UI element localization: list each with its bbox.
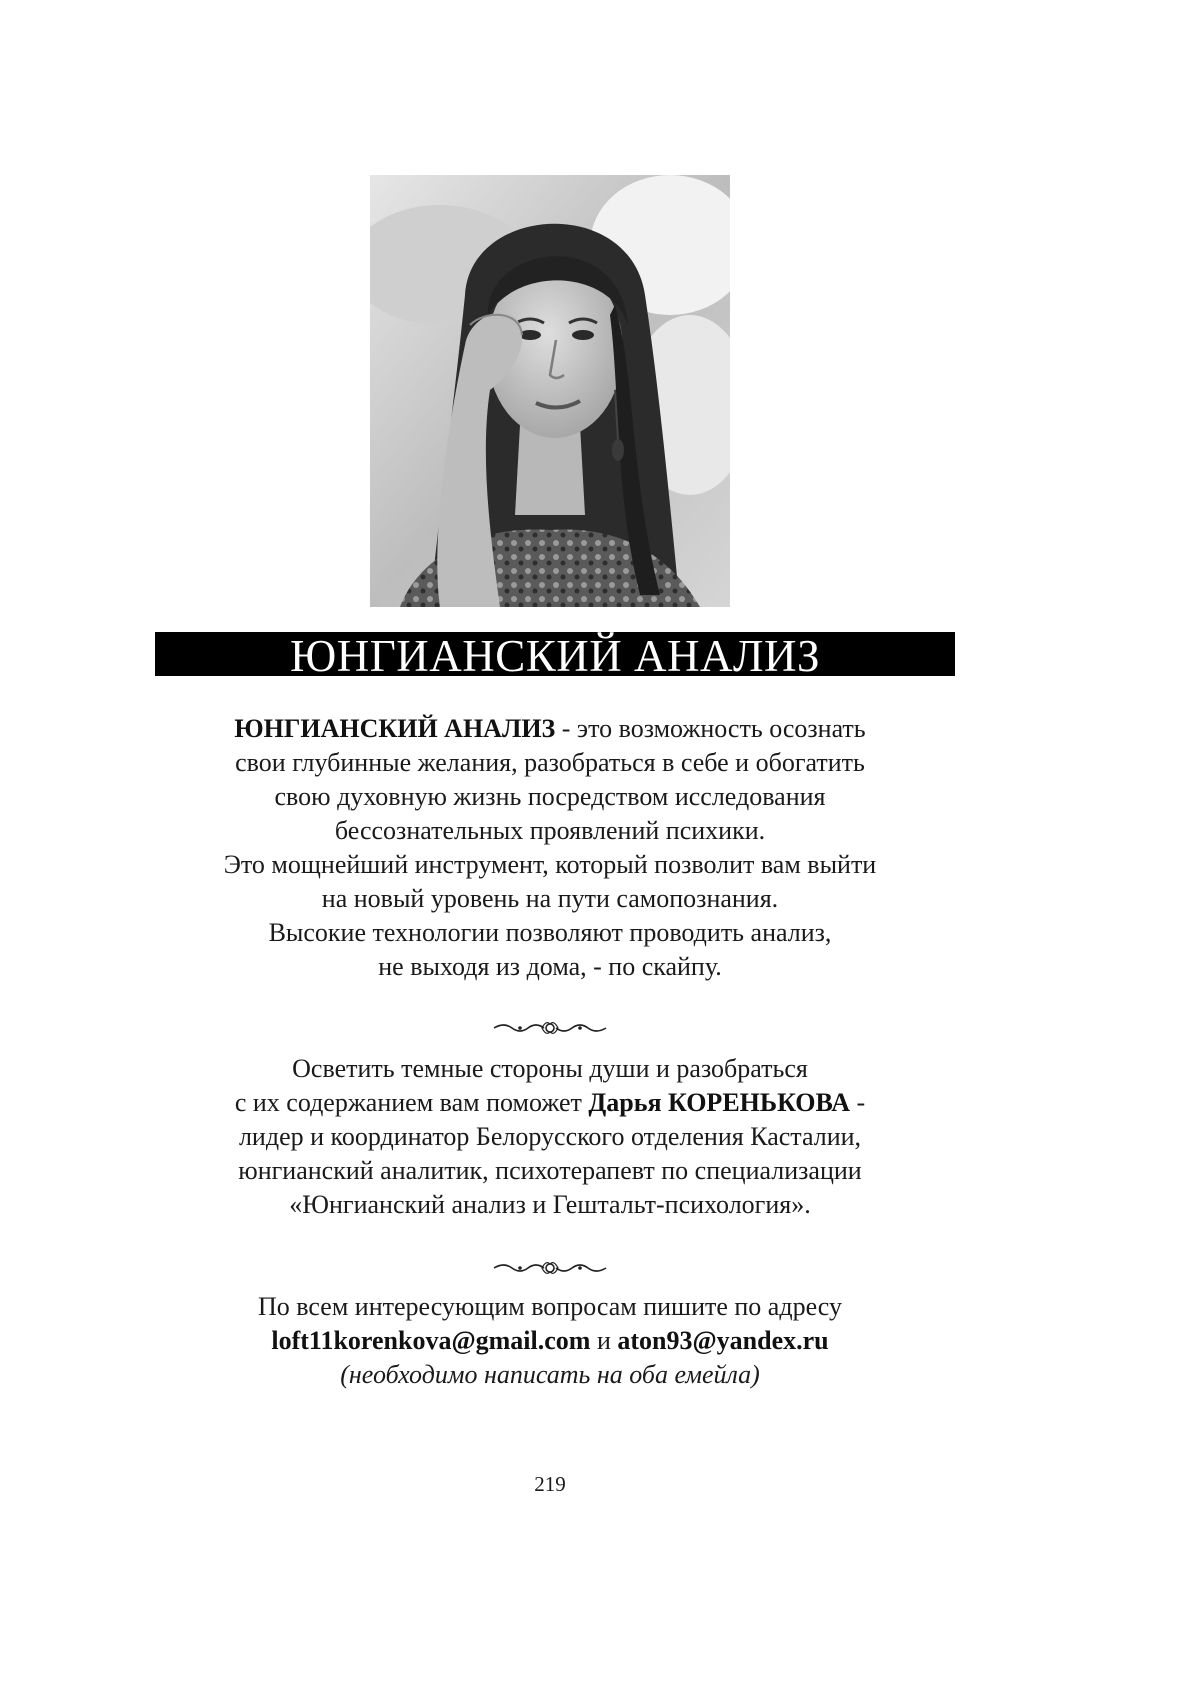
- intro-line-1: [140, 712, 960, 746]
- intro-line: свою духовную жизнь посредством исследования: [274, 782, 826, 811]
- contact-line: По всем интересующим вопросам пишите по адресу: [258, 1292, 842, 1321]
- portrait-photo: [370, 175, 730, 607]
- intro-line: свои глубинные желания, разобраться в себе и обогатить: [235, 748, 865, 777]
- about-line-2: [140, 1086, 960, 1120]
- page-number: 219: [534, 1472, 566, 1496]
- intro-line: бессознательных проявлений психики.: [334, 816, 766, 845]
- ornament-divider-icon: [490, 1258, 610, 1278]
- contact-note: (необходимо написать на оба емейла): [340, 1360, 760, 1389]
- intro-paragraph: [140, 712, 960, 984]
- about-line-2-after: -: [849, 1088, 866, 1117]
- portrait-illustration: [370, 175, 730, 607]
- intro-line-1-rest: - это возможность осознать: [555, 714, 866, 743]
- ornament-divider-icon: [490, 1018, 610, 1038]
- email-link-1[interactable]: loft11korenkova@gmail.com: [271, 1326, 591, 1355]
- about-paragraph: [140, 1052, 960, 1222]
- email-conjunction: и: [590, 1326, 618, 1355]
- page-title: ЮНГИАНСКИЙ АНАЛИЗ: [289, 631, 821, 681]
- contact-paragraph: [140, 1290, 960, 1392]
- contact-emails-line: [140, 1324, 960, 1358]
- intro-term: ЮНГИАНСКИЙ АНАЛИЗ: [234, 714, 556, 743]
- intro-line: не выходя из дома, - по скайпу.: [378, 952, 722, 981]
- intro-line: на новый уровень на пути самопознания.: [321, 884, 779, 913]
- about-line: Осветить темные стороны души и разобраться: [292, 1054, 808, 1083]
- intro-line: Высокие технологии позволяют проводить анализ,: [268, 918, 832, 947]
- about-line: юнгианский аналитик, психотерапевт по специализации: [238, 1156, 862, 1185]
- email-link-2[interactable]: aton93@yandex.ru: [617, 1326, 829, 1355]
- about-line-2-before: с их содержанием вам поможет: [234, 1088, 589, 1117]
- section-title-bar: [155, 631, 955, 681]
- about-line: «Юнгианский анализ и Гештальт-психология».: [289, 1190, 811, 1219]
- about-line: лидер и координатор Белорусского отделения Касталии,: [238, 1122, 862, 1151]
- intro-line: Это мощнейший инструмент, который позволит вам выйти: [223, 850, 877, 879]
- analyst-name: Дарья КОРЕНЬКОВА: [588, 1088, 850, 1117]
